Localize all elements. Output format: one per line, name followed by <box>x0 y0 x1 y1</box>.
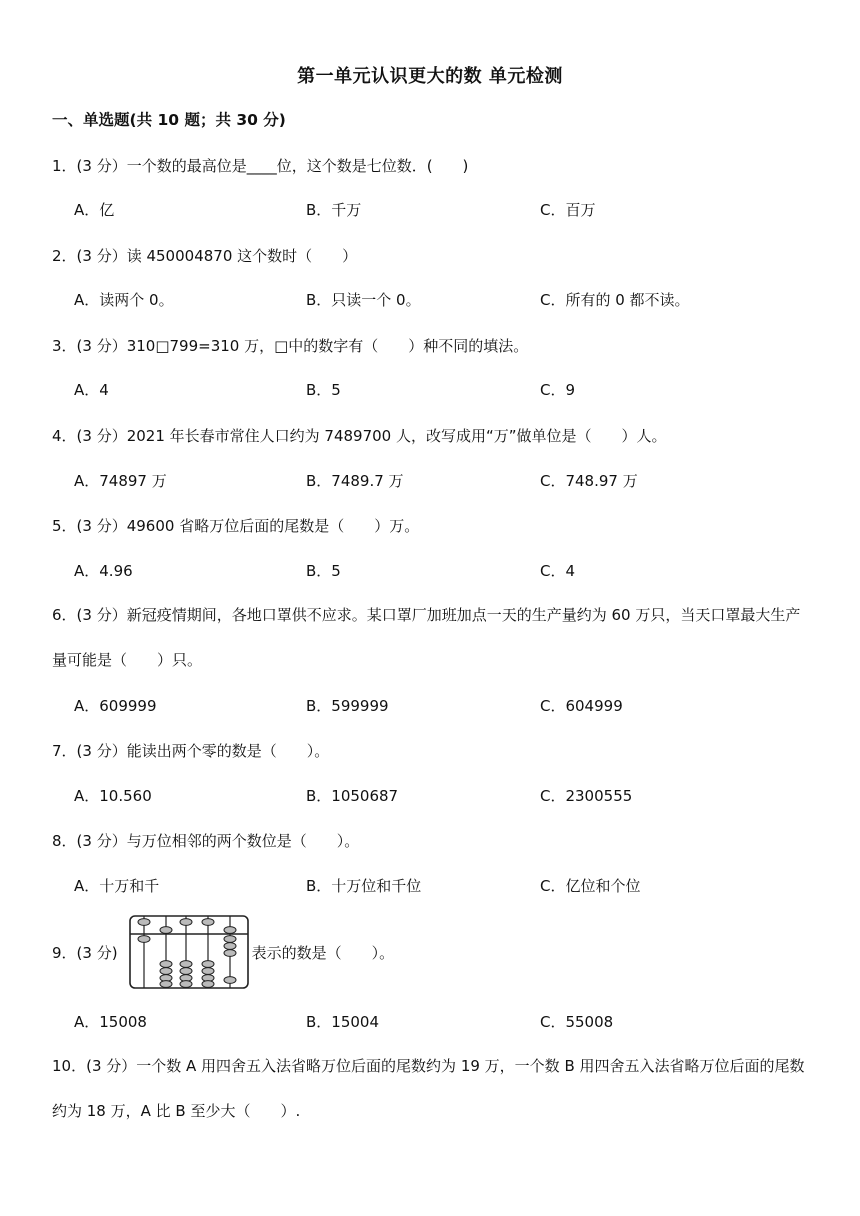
q2-option-c[interactable]: C．所有的 0 都不读。 <box>540 291 690 309</box>
question-9 <box>52 912 394 992</box>
q9-option-c[interactable]: C．55008 <box>540 1013 614 1031</box>
q8-option-a[interactable]: A．十万和千 <box>74 877 160 895</box>
q1-option-a[interactable]: A．亿 <box>74 201 115 219</box>
question-2: 2．(3 分）读 450004870 这个数时（ ） <box>52 247 358 265</box>
q4-option-a[interactable]: A．74897 万 <box>74 472 167 490</box>
question-9-prefix: 9．(3 分) <box>52 943 118 962</box>
q1-option-c[interactable]: C．百万 <box>540 201 596 219</box>
q3-option-b[interactable]: B．5 <box>306 381 341 399</box>
q8-option-b[interactable]: B．十万位和千位 <box>306 877 422 895</box>
question-3: 3．(3 分）310□799=310 万，□中的数字有（ ）种不同的填法。 <box>52 337 529 355</box>
q8-option-c[interactable]: C．亿位和个位 <box>540 877 641 895</box>
q9-option-a[interactable]: A．15008 <box>74 1013 147 1031</box>
q6-option-b[interactable]: B．599999 <box>306 697 389 715</box>
q6-option-a[interactable]: A．609999 <box>74 697 157 715</box>
q6-option-c[interactable]: C．604999 <box>540 697 623 715</box>
q3-option-c[interactable]: C．9 <box>540 381 576 399</box>
q3-option-a[interactable]: A．4 <box>74 381 109 399</box>
question-6: 6．(3 分）新冠疫情期间，各地口罩供不应求。某口罩厂加班加点一天的生产量约为 60 万只，当天口罩最大生产量可能是（ ）只。 <box>52 606 801 669</box>
q5-option-c[interactable]: C．4 <box>540 562 576 580</box>
question-8: 8．(3 分）与万位相邻的两个数位是（ ）。 <box>52 832 360 850</box>
question-7: 7．(3 分）能读出两个零的数是（ ）。 <box>52 742 330 760</box>
question-1: 1．(3 分）一个数的最高位是____位，这个数是七位数．( ) <box>52 157 469 175</box>
q2-option-a[interactable]: A．读两个 0。 <box>74 291 174 309</box>
question-10: 10．(3 分）一个数 A 用四舍五入法省略万位后面的尾数约为 19 万，一个数 B 用四舍五入法省略万位后面的尾数约为 18 万，A 比 B 至少大（ ）. <box>52 1057 805 1120</box>
q4-option-b[interactable]: B．7489.7 万 <box>306 472 404 490</box>
q9-option-b[interactable]: B．15004 <box>306 1013 380 1031</box>
q7-option-b[interactable]: B．1050687 <box>306 787 399 805</box>
q2-option-b[interactable]: B．只读一个 0。 <box>306 291 421 309</box>
q4-option-c[interactable]: C．748.97 万 <box>540 472 638 490</box>
page-title: 第一单元认识更大的数 单元检测 <box>297 66 563 87</box>
q1-option-b[interactable]: B．千万 <box>306 201 362 219</box>
question-4: 4．(3 分）2021 年长春市常住人口约为 7489700 人，改写成用“万”做单位是（ ）人。 <box>52 427 667 445</box>
abacus-image <box>128 914 252 990</box>
section-heading: 一、单选题(共 10 题；共 30 分) <box>52 111 286 129</box>
question-9-suffix: 表示的数是（ ）。 <box>251 943 395 962</box>
q7-option-c[interactable]: C．2300555 <box>540 787 633 805</box>
q5-option-a[interactable]: A．4.96 <box>74 562 133 580</box>
question-5: 5．(3 分）49600 省略万位后面的尾数是（ ）万。 <box>52 517 420 535</box>
q7-option-a[interactable]: A．10.560 <box>74 787 152 805</box>
q5-option-b[interactable]: B．5 <box>306 562 341 580</box>
